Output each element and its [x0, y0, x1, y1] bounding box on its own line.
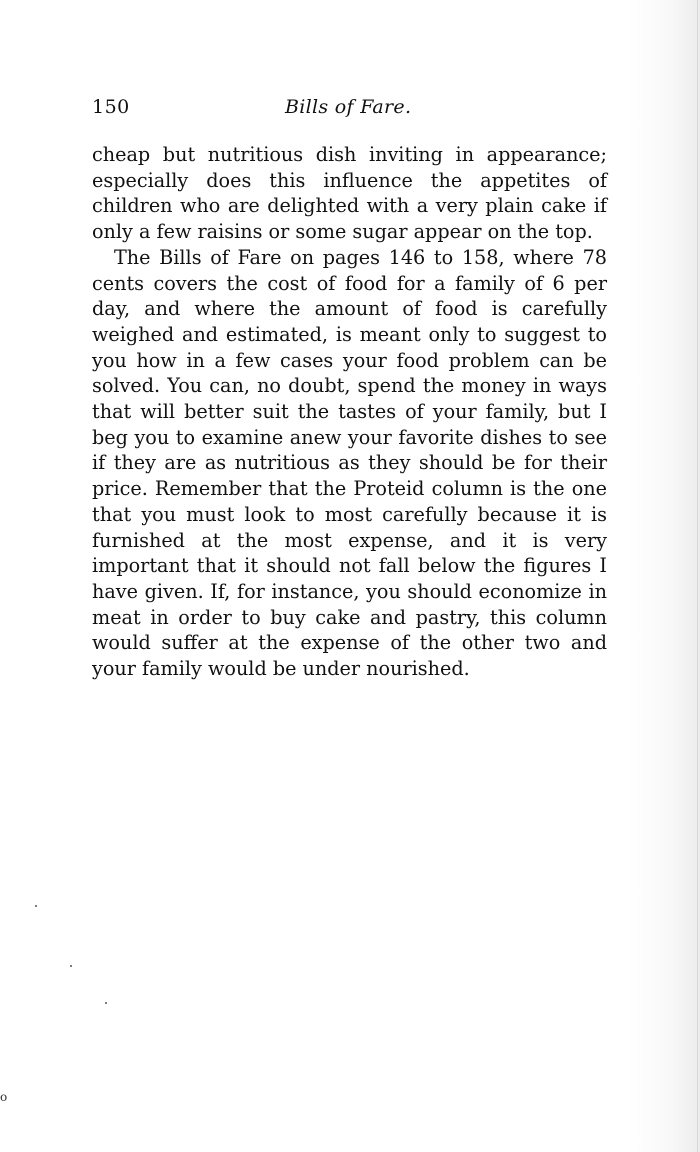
page-number: 150 — [92, 96, 130, 118]
page-binding-shadow — [628, 0, 700, 1152]
scan-speck — [105, 1002, 107, 1004]
margin-mark: o — [0, 1090, 8, 1104]
paragraph-2: The Bills of Fare on pages 146 to 158, where 78 cents covers the cost of food for a family of 6 per day, and where the amount of food is carefully weighed and estimated, is meant only to suggest to you how in a few cases your food problem can be solved. You can, no doubt, spend the money in ways that will better suit the tastes of your family, but I beg you to examine anew your favorite dishes to see if they are as nutritious as they should be for their price. Remember that the Proteid column is the one that you must look to most carefully because it is furnished at the most expense, and it is very important that it should not fall below the figures I have given. If, for instance, you should economize in meat in order to buy cake and pastry, this column would suffer at the expense of the other two and your family would be under nourished. — [92, 245, 607, 681]
paragraph-1: cheap but nutritious dish inviting in appearance; especially does this influence the appetites of children who are delighted with a very plain cake if only a few raisins or some sugar appear on the top. — [92, 143, 607, 244]
page-header — [92, 96, 607, 124]
scan-speck — [70, 965, 72, 967]
scan-speck — [35, 905, 37, 907]
running-title: Bills of Fare. — [285, 96, 412, 118]
body-text — [92, 142, 607, 682]
